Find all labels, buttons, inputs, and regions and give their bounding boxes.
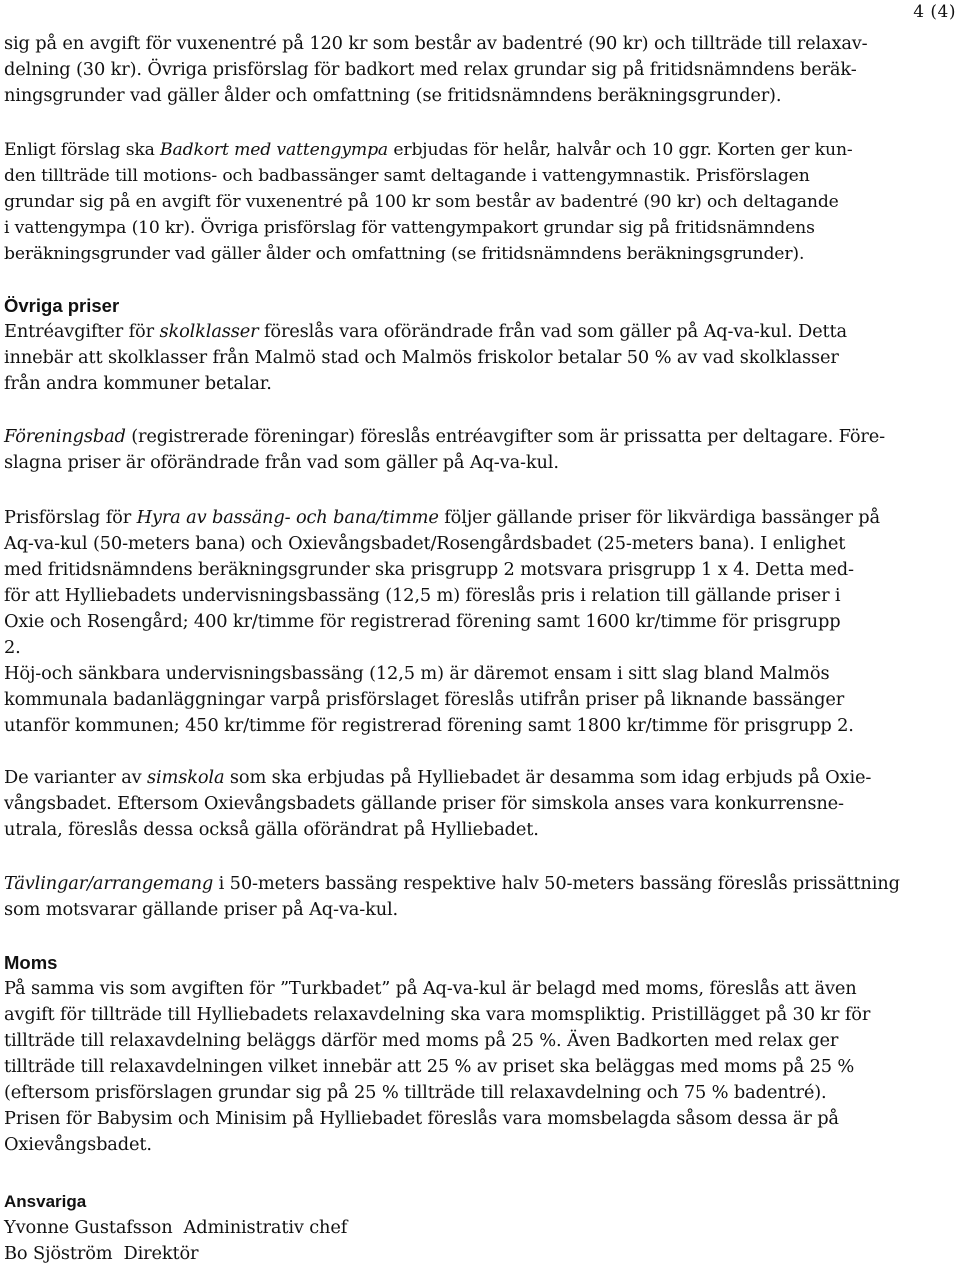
text-line [4, 319, 946, 345]
responsible-person: Yvonne Gustafsson Administrativ chef [4, 1217, 348, 1238]
text-run: föreslås vara oförändrade från vad som gäller på Aq-va-kul. Detta [258, 321, 847, 342]
text-line: Prisen för Babysim och Minisim på Hylliebadet föreslås vara momsbelagda såsom dessa är på [4, 1108, 839, 1129]
text-run: Entréavgifter för [4, 321, 160, 342]
text-line [4, 137, 946, 163]
text-line: Oxie och Rosengård; 400 kr/timme för registrerad förening samt 1600 kr/timme för prisgrupp [4, 611, 841, 632]
emphasis-tavlingar-arrangemang: Tävlingar/arrangemang [4, 873, 214, 894]
paragraph-relax-continuation [4, 31, 946, 109]
text-line [4, 424, 946, 450]
text-line: innebär att skolklasser från Malmö stad och Malmös friskolor betalar 50 % av vad skolklasser [4, 347, 839, 368]
text-line: (eftersom prisförslagen grundar sig på 25 % tillträde till relaxavdelning och 75 % badentré). [4, 1082, 827, 1103]
text-line [4, 505, 946, 531]
text-run: som ska erbjudas på Hylliebadet är desamma som idag erbjuds på Oxie- [224, 767, 872, 788]
text-line: delning (30 kr). Övriga prisförslag för badkort med relax grundar sig på fritidsnämndens beräk- [4, 59, 857, 80]
text-line [4, 871, 946, 897]
section-heading-moms: Moms [4, 952, 58, 973]
text-line: Höj-och sänkbara undervisningsbassäng (12,5 m) är däremot ensam i sitt slag bland Malmös [4, 663, 830, 684]
text-run: Prisförslag för [4, 507, 137, 528]
text-line: kommunala badanläggningar varpå prisförslaget föreslås utifrån priser på liknande bassänger [4, 689, 845, 710]
text-line: beräkningsgrunder vad gäller ålder och omfattning (se fritidsnämndens beräkningsgrunder). [4, 244, 805, 264]
text-line: för att Hylliebadets undervisningsbassäng (12,5 m) föreslås pris i relation till gällande priser i [4, 585, 841, 606]
text-run: Enligt förslag ska [4, 140, 161, 160]
text-line: i vattengympa (10 kr). Övriga prisförslag för vattengympakort grundar sig på fritidsnämndens [4, 218, 815, 238]
text-line: tillträde till relaxavdelning beläggs därför med moms på 25 %. Även Badkorten med relax ger [4, 1030, 839, 1051]
text-run: följer gällande priser för likvärdiga bassänger på [438, 507, 880, 528]
section-heading-ovriga-priser: Övriga priser [4, 295, 120, 316]
section-heading-ansvariga: Ansvariga [4, 1192, 87, 1211]
paragraph-hyra-bassang [4, 505, 946, 739]
text-line: den tillträde till motions- och badbassänger samt deltagande i vattengymnastik. Prisförslagen [4, 166, 810, 186]
emphasis-hyra-bassang: Hyra av bassäng- och bana/timme [136, 507, 439, 528]
text-line: ningsgrunder vad gäller ålder och omfattning (se fritidsnämndens beräkningsgrunder). [4, 85, 782, 106]
text-run: (registrerade föreningar) föreslås entréavgifter som är prissatta per deltagare. Före- [125, 426, 885, 447]
text-line: Oxievångsbadet. [4, 1134, 152, 1155]
section-ovriga-priser [4, 293, 946, 397]
text-line: 2. [4, 637, 21, 658]
emphasis-foreningsbad: Föreningsbad [4, 426, 126, 447]
text-line: grundar sig på en avgift för vuxenentré på 100 kr som består av badentré (90 kr) och deltagande [4, 192, 839, 212]
text-line: slagna priser är oförändrade från vad som gäller på Aq-va-kul. [4, 452, 559, 473]
emphasis-skolklasser: skolklasser [159, 321, 259, 342]
text-line: sig på en avgift för vuxenentré på 120 kr som består av badentré (90 kr) och tillträde till relaxav- [4, 33, 868, 54]
text-line: tillträde till relaxavdelningen vilket innebär att 25 % av priset ska beläggas med moms på 25 % [4, 1056, 855, 1077]
text-line: med fritidsnämndens beräkningsgrunder ska prisgrupp 2 motsvara prisgrupp 1 x 4. Detta med- [4, 559, 854, 580]
text-line: som motsvarar gällande priser på Aq-va-kul. [4, 899, 399, 920]
text-run: erbjudas för helår, halvår och 10 ggr. Korten ger kun- [388, 140, 853, 160]
responsible-person: Bo Sjöström Direktör [4, 1243, 199, 1264]
text-line: vångsbadet. Eftersom Oxievångsbadets gällande priser för simskola anses vara konkurrensne- [4, 793, 844, 814]
text-run: i 50-meters bassäng respektive halv 50-meters bassäng föreslås prissättning [213, 873, 900, 894]
paragraph-foreningsbad [4, 424, 946, 476]
page-number: 4 (4) [913, 2, 956, 22]
paragraph-vattengympa [4, 137, 946, 267]
paragraph-tavlingar [4, 871, 946, 923]
text-line: från andra kommuner betalar. [4, 373, 272, 394]
text-line: utrala, föreslås dessa också gälla oförändrat på Hylliebadet. [4, 819, 539, 840]
text-line: utanför kommunen; 450 kr/timme för registrerad förening samt 1800 kr/timme för prisgrupp 2. [4, 715, 854, 736]
emphasis-simskola: simskola [147, 767, 225, 788]
text-line: avgift för tillträde till Hylliebadets relaxavdelning ska vara momspliktig. Pristillägget på 30 kr för [4, 1004, 871, 1025]
section-ansvariga [4, 1189, 946, 1267]
text-line [4, 765, 946, 791]
emphasis-badkort-vattengympa: Badkort med vattengympa [160, 140, 389, 160]
paragraph-simskola [4, 765, 946, 843]
text-run: De varianter av [4, 767, 148, 788]
text-line: På samma vis som avgiften för ”Turkbadet” på Aq-va-kul är belagd med moms, föreslås att även [4, 978, 857, 999]
section-moms [4, 950, 946, 1158]
text-line: Aq-va-kul (50-meters bana) och Oxievångsbadet/Rosengårdsbadet (25-meters bana). I enlighet [4, 533, 846, 554]
